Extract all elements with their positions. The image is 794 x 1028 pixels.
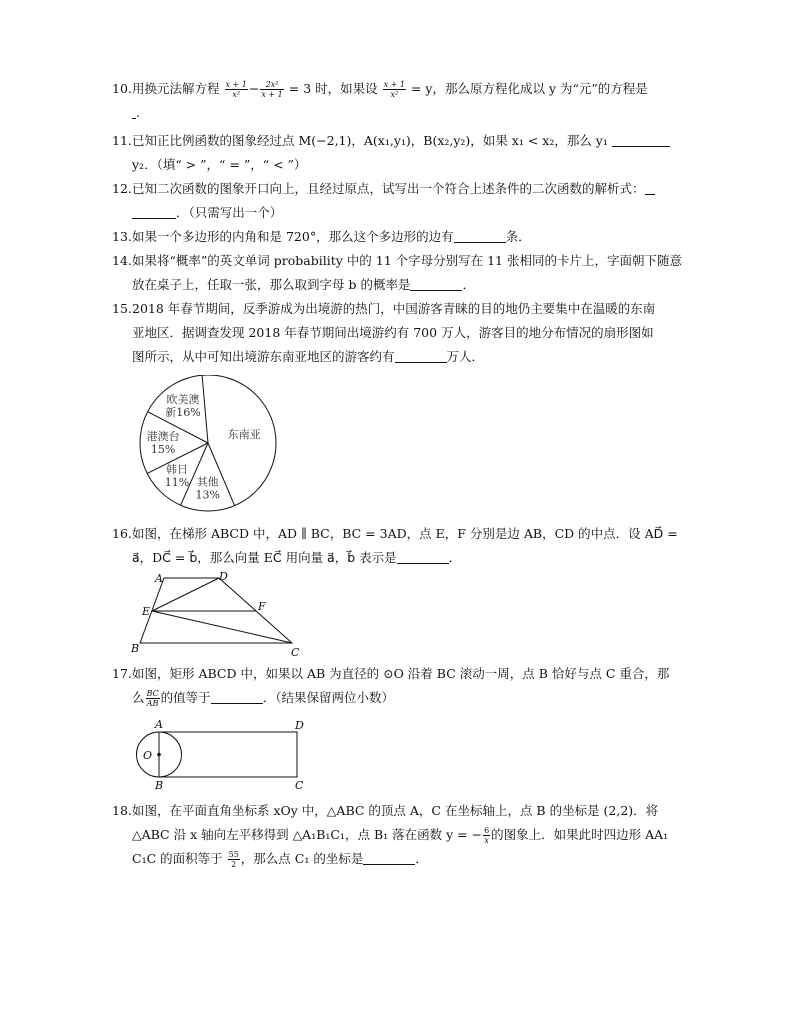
label-f: F <box>258 600 266 613</box>
question-text: ．（结果保留两位小数） <box>262 690 394 705</box>
pie-slice-label: 欧美澳新16% <box>165 393 201 420</box>
question-number: 18. <box>112 803 132 818</box>
minus-sign: − <box>248 81 260 96</box>
question-text: ． <box>415 851 428 866</box>
fraction: $\frac{6}{x}$ <box>484 826 490 845</box>
answer-blank[interactable] <box>397 549 449 564</box>
question-12 <box>112 177 704 225</box>
answer-blank[interactable] <box>132 204 176 219</box>
question-13 <box>112 225 704 249</box>
question-10 <box>112 77 704 125</box>
question-number: 12. <box>112 181 132 196</box>
question-text: 万人． <box>446 349 485 364</box>
rectangle-abcd <box>159 732 297 777</box>
answer-blank[interactable] <box>395 348 447 363</box>
answer-blank[interactable] <box>410 276 462 291</box>
question-text: ． <box>462 277 475 292</box>
answer-blank[interactable] <box>612 132 670 147</box>
fraction: $\frac{BC}{AB}$ <box>146 689 159 708</box>
question-11 <box>112 129 704 177</box>
question-text: 如图，在梯形 ABCD 中，AD ∥ BC，BC = 3AD，点 E，F 分别是边 AB，CD 的中点．设 AD⃗ = <box>132 526 678 541</box>
label-b: B <box>131 642 140 655</box>
label-b: B <box>155 779 164 792</box>
question-14 <box>112 249 704 297</box>
label-a: A <box>155 572 163 585</box>
question-number: 15. <box>112 301 132 316</box>
question-text: ． <box>448 550 462 565</box>
label-o: O <box>143 749 153 762</box>
label-c: C <box>295 779 304 792</box>
question-text: 条． <box>505 229 531 244</box>
question-text: 的图象上．如果此时四边形 AA₁ <box>491 827 669 842</box>
question-text: a⃗，DC⃗ = b⃗，那么向量 EC⃗ 用向量 a⃗，b⃗ 表示是 <box>132 550 397 565</box>
question-16 <box>112 522 704 570</box>
pie-slice-label: 其他 13% <box>195 475 220 502</box>
pie-slice-label: 韩日 11% <box>164 463 190 489</box>
question-text: 已知二次函数的图象开口向上，且经过原点，试写出一个符合上述条件的二次函数的解析式： <box>132 181 645 196</box>
segment-ec <box>152 611 292 643</box>
question-text: . <box>136 105 140 120</box>
question-text: 放在桌子上，任取一张，那么取到字母 b 的概率是 <box>132 277 411 292</box>
label-d: D <box>295 719 304 732</box>
answer-blank[interactable] <box>454 228 506 243</box>
label-e: E <box>142 605 151 618</box>
question-number: 14. <box>112 253 132 268</box>
trapezoid-figure <box>128 568 308 658</box>
pie-chart <box>130 375 290 515</box>
fraction: $\frac{\text{2x²}}{x + 1}$ <box>261 80 283 99</box>
pie-slice-label: 东南亚 <box>227 428 261 441</box>
question-text: 如果将“概率”的英文单词 probability 中的 11 个字母分别写在 11 张相同的卡片上，字面朝下随意 <box>132 253 682 268</box>
question-text: = y，那么原方程化成以 y 为“元”的方程是 <box>410 81 648 96</box>
answer-blank[interactable] <box>211 689 263 704</box>
question-text: 亚地区．据调查发现 2018 年春节期间出境游约有 700 万人，游客目的地分布情况的扇形图如 <box>132 325 654 340</box>
question-text: 用换元法解方程 <box>132 81 220 96</box>
question-text: 图所示，从中可知出境游东南亚地区的游客约有 <box>132 349 395 364</box>
question-text: 如图，在平面直角坐标系 xOy 中，△ABC 的顶点 A，C 在坐标轴上，点 B 的坐标是 (2,2)．将 <box>132 803 659 818</box>
question-text: y₂．（填“ > ”，“ = ”，“ < ”） <box>132 157 307 172</box>
question-17 <box>112 662 704 710</box>
fraction: $\frac{x + 1}{\text{x²}}$ <box>225 80 247 99</box>
question-text: △ABC 沿 x 轴向左平移得到 △A₁B₁C₁，点 B₁ 落在函数 y = − <box>132 827 483 842</box>
label-a: A <box>155 718 163 731</box>
pie-slice-label: 港澳台 15% <box>146 430 180 457</box>
answer-blank[interactable] <box>363 850 415 865</box>
rectangle-circle-figure <box>134 718 314 794</box>
question-number: 11. <box>112 133 132 148</box>
question-text: ．（只需写出一个） <box>176 205 283 220</box>
question-text: 么 <box>132 690 145 705</box>
question-18 <box>112 799 704 871</box>
question-text: ，那么点 C₁ 的坐标是 <box>240 851 364 866</box>
question-text: C₁C 的面积等于 <box>132 851 223 866</box>
answer-blank[interactable] <box>645 180 655 195</box>
fraction: $\frac{55}{2}$ <box>228 850 239 869</box>
question-text: 如图，矩形 ABCD 中，如果以 AB 为直径的 ⊙O 沿着 BC 滚动一周，点 B 恰好与点 C 重合，那 <box>132 666 670 681</box>
question-text: 2018 年春节期间，反季游成为出境游的热门，中国游客青睐的目的地仍主要集中在温暖的东南 <box>132 301 656 316</box>
question-number: 10. <box>112 81 132 96</box>
question-number: 17. <box>112 666 132 681</box>
question-text: 如果一个多边形的内角和是 720°，那么这个多边形的边有 <box>132 229 454 244</box>
question-text: 已知正比例函数的图象经过点 M(−2,1)，A(x₁,y₁)，B(x₂,y₂)，如果 x₁ < x₂，那么 y₁ <box>132 133 608 148</box>
question-text: 的值等于 <box>160 690 211 705</box>
question-text: = 3 时，如果设 <box>288 81 378 96</box>
center-o-dot <box>157 753 161 757</box>
question-15 <box>112 297 704 369</box>
label-d: D <box>219 570 228 583</box>
fraction: $\frac{x + 1}{\text{x²}}$ <box>383 80 405 99</box>
question-number: 16. <box>112 526 132 541</box>
label-c: C <box>291 646 300 658</box>
question-number: 13. <box>112 229 132 244</box>
